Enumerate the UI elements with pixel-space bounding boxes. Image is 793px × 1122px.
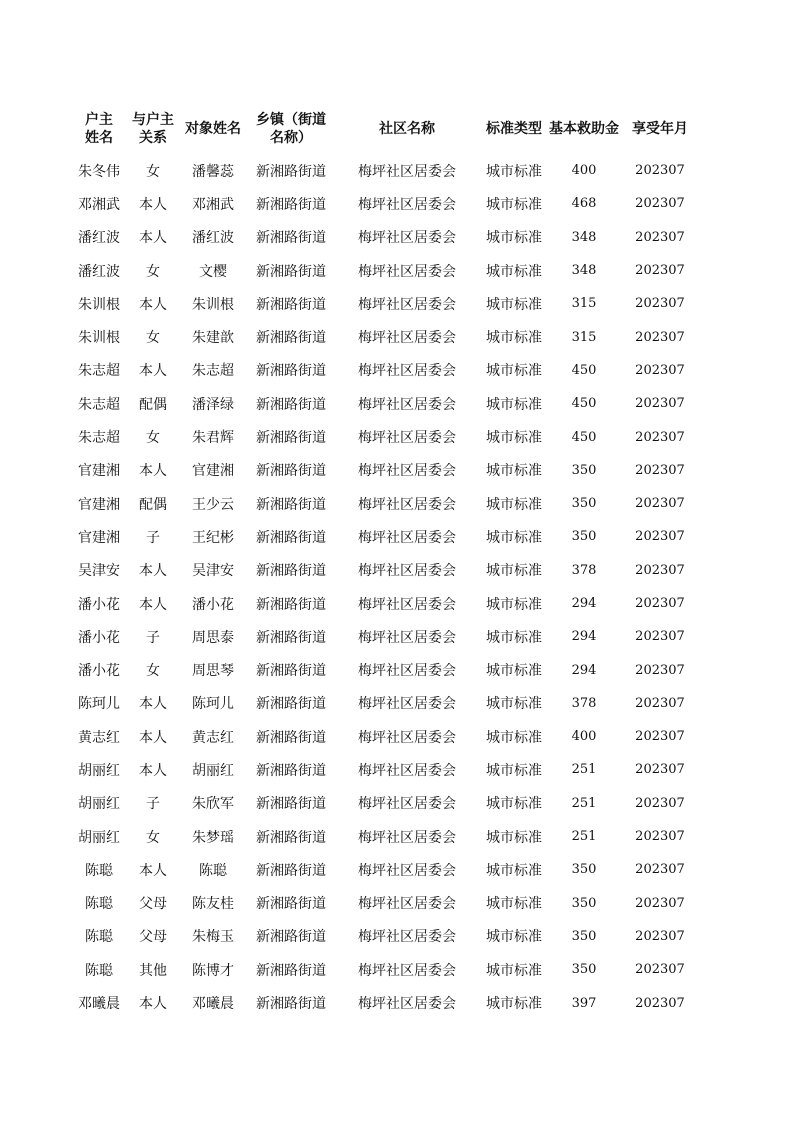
town-street-cell: 新湘路街道 <box>256 463 326 480</box>
householder-name-cell: 官建湘 <box>78 496 120 513</box>
standard-type-cell: 城市标准 <box>486 629 542 646</box>
householder-name-cell: 朱训根 <box>78 330 120 347</box>
assistance-amount-cell: 294 <box>571 629 597 645</box>
recipient-name-cell: 邓曦晨 <box>192 996 234 1013</box>
month-cell: 202307 <box>635 596 685 611</box>
relationship-cell: 本人 <box>139 862 167 879</box>
recipient-name-cell: 陈珂儿 <box>192 696 234 713</box>
table-row <box>70 986 700 1019</box>
householder-name-cell: 胡丽红 <box>78 829 120 846</box>
community-name-cell: 梅坪社区居委会 <box>358 663 456 680</box>
community-name-cell: 梅坪社区居委会 <box>358 962 456 979</box>
relationship-cell: 本人 <box>139 563 167 580</box>
assistance-amount-cell: 378 <box>571 562 597 578</box>
town-street-cell: 新湘路街道 <box>256 263 326 280</box>
assistance-amount-cell: 294 <box>571 596 597 611</box>
assistance-amount-cell: 350 <box>571 862 597 878</box>
standard-type-cell: 城市标准 <box>486 962 542 979</box>
householder-name-cell: 陈聪 <box>85 862 113 879</box>
householder-name-cell: 朱志超 <box>78 363 120 380</box>
table-row <box>70 753 700 786</box>
recipient-name-cell: 胡丽红 <box>192 762 234 779</box>
recipient-name-cell: 陈聪 <box>199 862 227 879</box>
standard-type-cell: 城市标准 <box>486 263 542 280</box>
table-row <box>70 687 700 720</box>
header-town-street: 乡镇（街道 名称） <box>256 112 326 146</box>
month-cell: 202307 <box>635 229 685 245</box>
recipient-name-cell: 朱梅玉 <box>192 929 234 946</box>
recipient-name-cell: 王纪彬 <box>192 529 234 546</box>
relationship-cell: 本人 <box>139 696 167 713</box>
table-row <box>70 853 700 886</box>
month-cell: 202307 <box>635 263 685 279</box>
assistance-amount-cell: 350 <box>571 529 597 545</box>
table-row <box>70 720 700 753</box>
community-name-cell: 梅坪社区居委会 <box>358 163 456 180</box>
month-cell: 202307 <box>635 296 685 312</box>
table-row <box>70 787 700 820</box>
assistance-amount-cell: 450 <box>571 396 597 412</box>
relationship-cell: 配偶 <box>139 396 167 413</box>
month-cell: 202307 <box>635 762 685 778</box>
month-cell: 202307 <box>635 429 685 445</box>
relationship-cell: 女 <box>146 829 160 846</box>
recipient-name-cell: 周思琴 <box>192 663 234 680</box>
month-cell: 202307 <box>635 729 685 745</box>
relationship-cell: 本人 <box>139 729 167 746</box>
table-row <box>70 487 700 520</box>
standard-type-cell: 城市标准 <box>486 696 542 713</box>
assistance-amount-cell: 348 <box>571 229 597 245</box>
relationship-cell: 女 <box>146 430 160 447</box>
community-name-cell: 梅坪社区居委会 <box>358 363 456 380</box>
town-street-cell: 新湘路街道 <box>256 629 326 646</box>
standard-type-cell: 城市标准 <box>486 430 542 447</box>
relationship-cell: 本人 <box>139 762 167 779</box>
standard-type-cell: 城市标准 <box>486 996 542 1013</box>
assistance-amount-cell: 294 <box>571 662 597 678</box>
table-row <box>70 287 700 320</box>
householder-name-cell: 潘红波 <box>78 263 120 280</box>
community-name-cell: 梅坪社区居委会 <box>358 796 456 813</box>
householder-name-cell: 官建湘 <box>78 463 120 480</box>
table-row <box>70 387 700 420</box>
town-street-cell: 新湘路街道 <box>256 496 326 513</box>
table-body <box>70 154 700 1020</box>
table-row <box>70 520 700 553</box>
householder-name-cell: 陈聪 <box>85 896 113 913</box>
table-row <box>70 554 700 587</box>
community-name-cell: 梅坪社区居委会 <box>358 596 456 613</box>
householder-name-cell: 邓曦晨 <box>78 996 120 1013</box>
householder-name-cell: 朱冬伟 <box>78 163 120 180</box>
relationship-cell: 父母 <box>139 896 167 913</box>
table-row <box>70 254 700 287</box>
assistance-amount-cell: 350 <box>571 962 597 978</box>
recipient-name-cell: 潘馨蕊 <box>192 163 234 180</box>
table-row <box>70 820 700 853</box>
table-row <box>70 920 700 953</box>
month-cell: 202307 <box>635 928 685 944</box>
standard-type-cell: 城市标准 <box>486 363 542 380</box>
relationship-cell: 其他 <box>139 962 167 979</box>
community-name-cell: 梅坪社区居委会 <box>358 496 456 513</box>
month-cell: 202307 <box>635 496 685 512</box>
standard-type-cell: 城市标准 <box>486 663 542 680</box>
recipient-name-cell: 朱志超 <box>192 363 234 380</box>
table-row <box>70 587 700 620</box>
assistance-amount-cell: 397 <box>571 995 597 1011</box>
assistance-amount-cell: 350 <box>571 895 597 911</box>
standard-type-cell: 城市标准 <box>486 596 542 613</box>
assistance-amount-cell: 378 <box>571 695 597 711</box>
recipient-name-cell: 潘红波 <box>192 230 234 247</box>
town-street-cell: 新湘路街道 <box>256 996 326 1013</box>
table-row <box>70 420 700 453</box>
month-cell: 202307 <box>635 962 685 978</box>
community-name-cell: 梅坪社区居委会 <box>358 862 456 879</box>
community-name-cell: 梅坪社区居委会 <box>358 563 456 580</box>
town-street-cell: 新湘路街道 <box>256 296 326 313</box>
community-name-cell: 梅坪社区居委会 <box>358 896 456 913</box>
town-street-cell: 新湘路街道 <box>256 430 326 447</box>
standard-type-cell: 城市标准 <box>486 829 542 846</box>
assistance-table <box>70 104 700 1020</box>
table-row <box>70 154 700 187</box>
town-street-cell: 新湘路街道 <box>256 762 326 779</box>
month-cell: 202307 <box>635 329 685 345</box>
householder-name-cell: 陈聪 <box>85 929 113 946</box>
relationship-cell: 本人 <box>139 596 167 613</box>
householder-name-cell: 胡丽红 <box>78 762 120 779</box>
assistance-amount-cell: 251 <box>571 762 597 778</box>
town-street-cell: 新湘路街道 <box>256 796 326 813</box>
recipient-name-cell: 官建湘 <box>192 463 234 480</box>
recipient-name-cell: 朱梦瑶 <box>192 829 234 846</box>
householder-name-cell: 潘小花 <box>78 596 120 613</box>
community-name-cell: 梅坪社区居委会 <box>358 762 456 779</box>
town-street-cell: 新湘路街道 <box>256 396 326 413</box>
month-cell: 202307 <box>635 462 685 478</box>
standard-type-cell: 城市标准 <box>486 196 542 213</box>
assistance-amount-cell: 450 <box>571 429 597 445</box>
relationship-cell: 本人 <box>139 463 167 480</box>
householder-name-cell: 朱志超 <box>78 430 120 447</box>
assistance-amount-cell: 251 <box>571 795 597 811</box>
town-street-cell: 新湘路街道 <box>256 330 326 347</box>
table-header <box>70 104 700 154</box>
town-street-cell: 新湘路街道 <box>256 896 326 913</box>
month-cell: 202307 <box>635 662 685 678</box>
recipient-name-cell: 吴津安 <box>192 563 234 580</box>
householder-name-cell: 官建湘 <box>78 529 120 546</box>
standard-type-cell: 城市标准 <box>486 163 542 180</box>
assistance-amount-cell: 450 <box>571 362 597 378</box>
month-cell: 202307 <box>635 995 685 1011</box>
standard-type-cell: 城市标准 <box>486 862 542 879</box>
town-street-cell: 新湘路街道 <box>256 663 326 680</box>
table-row <box>70 953 700 986</box>
community-name-cell: 梅坪社区居委会 <box>358 430 456 447</box>
community-name-cell: 梅坪社区居委会 <box>358 230 456 247</box>
standard-type-cell: 城市标准 <box>486 796 542 813</box>
month-cell: 202307 <box>635 862 685 878</box>
table-row <box>70 320 700 353</box>
standard-type-cell: 城市标准 <box>486 230 542 247</box>
assistance-amount-cell: 400 <box>571 163 597 179</box>
recipient-name-cell: 邓湘武 <box>192 196 234 213</box>
recipient-name-cell: 潘小花 <box>192 596 234 613</box>
town-street-cell: 新湘路街道 <box>256 163 326 180</box>
town-street-cell: 新湘路街道 <box>256 196 326 213</box>
assistance-amount-cell: 315 <box>571 329 597 345</box>
householder-name-cell: 潘红波 <box>78 230 120 247</box>
householder-name-cell: 黄志红 <box>78 729 120 746</box>
standard-type-cell: 城市标准 <box>486 330 542 347</box>
community-name-cell: 梅坪社区居委会 <box>358 929 456 946</box>
householder-name-cell: 陈珂儿 <box>78 696 120 713</box>
month-cell: 202307 <box>635 163 685 179</box>
recipient-name-cell: 朱欣军 <box>192 796 234 813</box>
header-standard-type: 标准类型 <box>486 121 542 137</box>
month-cell: 202307 <box>635 529 685 545</box>
community-name-cell: 梅坪社区居委会 <box>358 463 456 480</box>
standard-type-cell: 城市标准 <box>486 396 542 413</box>
community-name-cell: 梅坪社区居委会 <box>358 196 456 213</box>
month-cell: 202307 <box>635 362 685 378</box>
householder-name-cell: 潘小花 <box>78 629 120 646</box>
relationship-cell: 女 <box>146 330 160 347</box>
householder-name-cell: 邓湘武 <box>78 196 120 213</box>
header-basic-assistance: 基本救助金 <box>549 121 619 137</box>
month-cell: 202307 <box>635 795 685 811</box>
assistance-amount-cell: 400 <box>571 729 597 745</box>
relationship-cell: 本人 <box>139 196 167 213</box>
header-month: 享受年月 <box>632 121 688 137</box>
town-street-cell: 新湘路街道 <box>256 563 326 580</box>
table-row <box>70 187 700 220</box>
town-street-cell: 新湘路街道 <box>256 363 326 380</box>
table-row <box>70 653 700 686</box>
community-name-cell: 梅坪社区居委会 <box>358 330 456 347</box>
recipient-name-cell: 陈博才 <box>192 962 234 979</box>
recipient-name-cell: 朱训根 <box>192 296 234 313</box>
table-row <box>70 454 700 487</box>
town-street-cell: 新湘路街道 <box>256 929 326 946</box>
assistance-amount-cell: 350 <box>571 928 597 944</box>
assistance-amount-cell: 251 <box>571 829 597 845</box>
community-name-cell: 梅坪社区居委会 <box>358 629 456 646</box>
assistance-amount-cell: 468 <box>571 196 597 212</box>
relationship-cell: 子 <box>146 529 160 546</box>
householder-name-cell: 潘小花 <box>78 663 120 680</box>
relationship-cell: 本人 <box>139 230 167 247</box>
month-cell: 202307 <box>635 196 685 212</box>
header-community-name: 社区名称 <box>379 121 435 137</box>
community-name-cell: 梅坪社区居委会 <box>358 829 456 846</box>
relationship-cell: 子 <box>146 796 160 813</box>
recipient-name-cell: 陈友桂 <box>192 896 234 913</box>
header-recipient-name: 对象姓名 <box>185 121 241 137</box>
town-street-cell: 新湘路街道 <box>256 829 326 846</box>
header-relationship: 与户主 关系 <box>132 112 174 146</box>
community-name-cell: 梅坪社区居委会 <box>358 529 456 546</box>
town-street-cell: 新湘路街道 <box>256 529 326 546</box>
table-row <box>70 620 700 653</box>
householder-name-cell: 吴津安 <box>78 563 120 580</box>
assistance-amount-cell: 350 <box>571 462 597 478</box>
table-row <box>70 221 700 254</box>
householder-name-cell: 陈聪 <box>85 962 113 979</box>
assistance-amount-cell: 348 <box>571 263 597 279</box>
relationship-cell: 女 <box>146 163 160 180</box>
recipient-name-cell: 潘泽绿 <box>192 396 234 413</box>
community-name-cell: 梅坪社区居委会 <box>358 696 456 713</box>
standard-type-cell: 城市标准 <box>486 463 542 480</box>
standard-type-cell: 城市标准 <box>486 896 542 913</box>
relationship-cell: 女 <box>146 263 160 280</box>
relationship-cell: 父母 <box>139 929 167 946</box>
assistance-amount-cell: 315 <box>571 296 597 312</box>
standard-type-cell: 城市标准 <box>486 296 542 313</box>
table-row <box>70 354 700 387</box>
month-cell: 202307 <box>635 629 685 645</box>
relationship-cell: 子 <box>146 629 160 646</box>
table-row <box>70 887 700 920</box>
relationship-cell: 本人 <box>139 996 167 1013</box>
standard-type-cell: 城市标准 <box>486 563 542 580</box>
recipient-name-cell: 朱君辉 <box>192 430 234 447</box>
householder-name-cell: 胡丽红 <box>78 796 120 813</box>
relationship-cell: 本人 <box>139 363 167 380</box>
community-name-cell: 梅坪社区居委会 <box>358 396 456 413</box>
community-name-cell: 梅坪社区居委会 <box>358 296 456 313</box>
standard-type-cell: 城市标准 <box>486 529 542 546</box>
community-name-cell: 梅坪社区居委会 <box>358 263 456 280</box>
recipient-name-cell: 王少云 <box>192 496 234 513</box>
town-street-cell: 新湘路街道 <box>256 596 326 613</box>
month-cell: 202307 <box>635 829 685 845</box>
recipient-name-cell: 文樱 <box>199 263 227 280</box>
standard-type-cell: 城市标准 <box>486 729 542 746</box>
standard-type-cell: 城市标准 <box>486 762 542 779</box>
recipient-name-cell: 周思泰 <box>192 629 234 646</box>
relationship-cell: 女 <box>146 663 160 680</box>
relationship-cell: 本人 <box>139 296 167 313</box>
header-householder-name: 户主 姓名 <box>85 112 113 146</box>
town-street-cell: 新湘路街道 <box>256 729 326 746</box>
month-cell: 202307 <box>635 695 685 711</box>
town-street-cell: 新湘路街道 <box>256 230 326 247</box>
community-name-cell: 梅坪社区居委会 <box>358 996 456 1013</box>
householder-name-cell: 朱训根 <box>78 296 120 313</box>
town-street-cell: 新湘路街道 <box>256 862 326 879</box>
month-cell: 202307 <box>635 562 685 578</box>
month-cell: 202307 <box>635 895 685 911</box>
town-street-cell: 新湘路街道 <box>256 696 326 713</box>
relationship-cell: 配偶 <box>139 496 167 513</box>
standard-type-cell: 城市标准 <box>486 929 542 946</box>
town-street-cell: 新湘路街道 <box>256 962 326 979</box>
standard-type-cell: 城市标准 <box>486 496 542 513</box>
community-name-cell: 梅坪社区居委会 <box>358 729 456 746</box>
recipient-name-cell: 朱建歆 <box>192 330 234 347</box>
householder-name-cell: 朱志超 <box>78 396 120 413</box>
recipient-name-cell: 黄志红 <box>192 729 234 746</box>
assistance-amount-cell: 350 <box>571 496 597 512</box>
month-cell: 202307 <box>635 396 685 412</box>
